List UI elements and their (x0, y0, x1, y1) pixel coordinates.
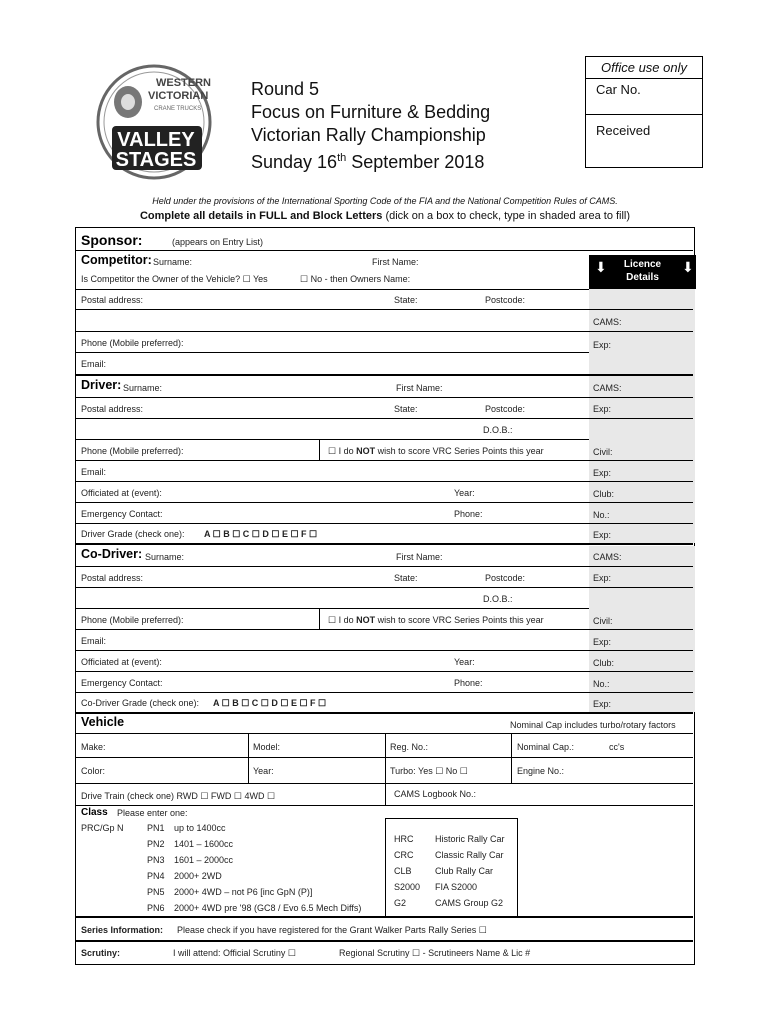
divider (76, 418, 693, 419)
divider (76, 331, 693, 332)
pn-class-desc: up to 1400cc (174, 823, 226, 833)
divider (76, 289, 589, 290)
codriver-state-field[interactable]: State: (394, 573, 418, 583)
other-class-desc: FIA S2000 (435, 882, 478, 892)
competitor-cams[interactable]: CAMS: (593, 317, 622, 327)
drive-train-options[interactable]: Drive Train (check one) RWD ☐ FWD ☐ 4WD ☐ (81, 791, 276, 801)
driver-civil[interactable]: Civil: (593, 447, 613, 457)
nominal-cap-note: Nominal Cap includes turbo/rotary factors (510, 720, 676, 730)
codriver-firstname-field[interactable]: First Name: (396, 552, 443, 562)
driver-state-field[interactable]: State: (394, 404, 418, 414)
other-class-desc: Classic Rally Car (435, 850, 504, 860)
divider (76, 352, 589, 353)
regional-scrutiny-checkbox[interactable]: Regional Scrutiny ☐ - Scrutineers Name & Lic # (339, 948, 531, 958)
divider (385, 818, 386, 916)
divider (517, 818, 518, 916)
driver-firstname-field[interactable]: First Name: (396, 383, 443, 393)
codriver-officiated-field[interactable]: Officiated at (event): (81, 657, 162, 667)
entry-form (75, 227, 695, 965)
office-use-box (585, 56, 703, 168)
codriver-exp[interactable]: Exp: (593, 573, 612, 583)
codriver-exp-2[interactable]: Exp: (593, 637, 612, 647)
down-arrow-icon: ⬇ (682, 259, 694, 275)
pn-class-desc: 2000+ 2WD (174, 871, 222, 881)
other-class-desc: Club Rally Car (435, 866, 494, 876)
owner-question[interactable]: Is Competitor the Owner of the Vehicle? ☐ Yes (81, 274, 268, 284)
driver-emergency-field[interactable]: Emergency Contact: (81, 509, 163, 519)
pn-class-desc: 1401 – 1600cc (174, 839, 234, 849)
divider (76, 397, 693, 398)
divider (511, 733, 512, 783)
driver-phone-field[interactable]: Phone (Mobile preferred): (81, 446, 184, 456)
codriver-emergency-phone[interactable]: Phone: (454, 678, 483, 688)
year-field[interactable]: Year: (253, 766, 274, 776)
divider (76, 374, 693, 376)
pn-class-desc: 2000+ 4WD – not P6 [inc GpN (P)] (174, 887, 313, 897)
codriver-exp-3[interactable]: Exp: (593, 699, 612, 709)
codriver-emergency-field[interactable]: Emergency Contact: (81, 678, 163, 688)
divider (76, 439, 589, 440)
codriver-surname-field[interactable]: Surname: (145, 552, 185, 562)
pn-class-desc: 2000+ 4WD pre '98 (GC8 / Evo 6.5 Mech Diffs) (174, 903, 362, 913)
divider (319, 439, 320, 460)
codriver-grade-label: Co-Driver Grade (check one): (81, 698, 200, 708)
competitor-exp[interactable]: Exp: (593, 340, 612, 350)
divider (76, 671, 693, 672)
series-checkbox[interactable]: Please check if you have registered for the Grant Walker Parts Rally Series ☐ (177, 925, 487, 935)
car-no-field[interactable]: Car No. (586, 79, 702, 115)
divider (76, 460, 693, 461)
class-group-label: PRC/Gp N (81, 823, 124, 833)
other-class-code[interactable]: S2000 (394, 882, 421, 892)
codriver-club[interactable]: Club: (593, 658, 615, 668)
codriver-label: Co-Driver: (81, 547, 143, 561)
divider (76, 481, 693, 482)
codriver-email-field[interactable]: Email: (81, 636, 107, 646)
codriver-grade-options[interactable]: A ☐ B ☐ C ☐ D ☐ E ☐ F ☐ (213, 698, 327, 708)
driver-exp-3[interactable]: Exp: (593, 530, 612, 540)
divider (248, 733, 249, 783)
licence-details-header: Licence Details (589, 255, 696, 289)
divider (319, 608, 320, 629)
driver-exp[interactable]: Exp: (593, 404, 612, 414)
divider (385, 818, 517, 819)
vehicle-label: Vehicle (81, 715, 125, 729)
divider (76, 250, 693, 251)
other-class-code[interactable]: G2 (394, 898, 407, 908)
title-line-round: Round 5 (251, 79, 320, 99)
pn-class-code[interactable]: PN5 (147, 887, 165, 897)
other-class-desc: CAMS Group G2 (435, 898, 504, 908)
other-class-desc: Historic Rally Car (435, 834, 505, 844)
divider (76, 940, 693, 942)
divider (76, 916, 693, 918)
nominal-cap-field[interactable]: Nominal Cap.: (517, 742, 575, 752)
received-field[interactable]: Received (596, 123, 651, 138)
model-field[interactable]: Model: (253, 742, 281, 752)
driver-exp-2[interactable]: Exp: (593, 468, 612, 478)
competitor-surname-field[interactable]: Surname: (153, 257, 193, 267)
divider (76, 566, 693, 567)
divider (76, 543, 693, 545)
logo-text-2: VICTORIAN (148, 90, 209, 102)
pn-class-code[interactable]: PN6 (147, 903, 165, 913)
logo-text-5: STAGES (115, 149, 197, 171)
driver-email-field[interactable]: Email: (81, 467, 107, 477)
divider (76, 650, 693, 651)
title-line-championship: Victorian Rally Championship (251, 125, 486, 145)
logo-text-4: VALLEY (117, 129, 195, 151)
driver-club[interactable]: Club: (593, 489, 615, 499)
official-scrutiny-checkbox[interactable]: I will attend: Official Scrutiny ☐ (173, 948, 296, 958)
divider (76, 502, 693, 503)
codriver-dob-field[interactable]: D.O.B.: (483, 594, 513, 604)
turbo-checkbox[interactable]: Turbo: Yes ☐ No ☐ (390, 766, 468, 776)
reg-no-field[interactable]: Reg. No.: (390, 742, 429, 752)
codriver-year-field[interactable]: Year: (454, 657, 475, 667)
pn-class-code[interactable]: PN2 (147, 839, 165, 849)
driver-dob-field[interactable]: D.O.B.: (483, 425, 513, 435)
driver-postcode-field[interactable]: Postcode: (485, 404, 526, 414)
owner-name-field[interactable]: ☐ No - then Owners Name: (300, 274, 411, 284)
codriver-no[interactable]: No.: (593, 679, 610, 689)
sponsor-label: Sponsor: (81, 232, 143, 248)
divider (76, 757, 693, 758)
driver-cams[interactable]: CAMS: (593, 383, 622, 393)
other-class-code[interactable]: CRC (394, 850, 414, 860)
divider (76, 309, 693, 310)
divider (76, 587, 693, 588)
divider (76, 692, 693, 693)
competitor-state-field[interactable]: State: (394, 295, 418, 305)
driver-label: Driver: (81, 378, 122, 392)
logbook-field[interactable]: CAMS Logbook No.: (394, 789, 477, 799)
driver-surname-field[interactable]: Surname: (123, 383, 163, 393)
driver-no[interactable]: No.: (593, 510, 610, 520)
title-line-sponsor: Focus on Furniture & Bedding (251, 102, 491, 122)
ccs-unit: cc's (609, 742, 625, 752)
instructions: Complete all details in FULL and Block Letters (dick on a box to check, type in shaded area to fill) (139, 210, 631, 222)
title-line-date: Sunday 16th September 2018 (251, 152, 485, 172)
office-use-heading: Office use only (586, 57, 702, 79)
competitor-email-field[interactable]: Email: (81, 359, 107, 369)
pn-class-code[interactable]: PN4 (147, 871, 165, 881)
valley-stages-logo (92, 64, 220, 184)
competitor-firstname-field[interactable]: First Name: (372, 257, 419, 267)
pn-class-code[interactable]: PN3 (147, 855, 165, 865)
divider (76, 805, 693, 806)
other-class-code[interactable]: CLB (394, 866, 412, 876)
make-field[interactable]: Make: (81, 742, 106, 752)
divider (385, 733, 386, 805)
scrutiny-label: Scrutiny: (81, 948, 121, 958)
logo-text-3: CRANE TRUCKS (154, 106, 202, 112)
divider (76, 608, 589, 609)
codriver-phone-field[interactable]: Phone (Mobile preferred): (81, 615, 184, 625)
logo-text-1: WESTERN (156, 77, 211, 89)
codriver-vrc-checkbox[interactable]: ☐ I do NOT wish to score VRC Series Points this year (328, 615, 544, 625)
competitor-postcode-field[interactable]: Postcode: (485, 295, 526, 305)
codriver-postal-field[interactable]: Postal address: (81, 573, 144, 583)
other-class-code[interactable]: HRC (394, 834, 414, 844)
driver-year-field[interactable]: Year: (454, 488, 475, 498)
engine-no-field[interactable]: Engine No.: (517, 766, 565, 776)
down-arrow-icon: ⬇ (595, 259, 607, 275)
driver-postal-field[interactable]: Postal address: (81, 404, 144, 414)
class-label: Class (81, 807, 108, 818)
codriver-postcode-field[interactable]: Postcode: (485, 573, 526, 583)
competitor-phone-field[interactable]: Phone (Mobile preferred): (81, 338, 184, 348)
driver-officiated-field[interactable]: Officiated at (event): (81, 488, 162, 498)
divider (76, 783, 693, 784)
event-title (251, 78, 490, 174)
held-under-text: Held under the provisions of the International Sporting Code of the FIA and the National Competition Rules of CAMS. (152, 196, 618, 206)
class-instruction: Please enter one: (117, 808, 188, 818)
pn-class-desc: 1601 – 2000cc (174, 855, 234, 865)
competitor-label: Competitor: (81, 253, 152, 267)
sponsor-note: (appears on Entry List) (172, 237, 264, 247)
driver-emergency-phone[interactable]: Phone: (454, 509, 483, 519)
codriver-civil[interactable]: Civil: (593, 616, 613, 626)
driver-vrc-checkbox[interactable]: ☐ I do NOT wish to score VRC Series Points this year (328, 446, 544, 456)
divider (76, 629, 693, 630)
driver-grade-options[interactable]: A ☐ B ☐ C ☐ D ☐ E ☐ F ☐ (204, 529, 318, 539)
codriver-cams[interactable]: CAMS: (593, 552, 622, 562)
series-info-label: Series Information: (81, 925, 164, 935)
divider (76, 523, 693, 524)
divider (76, 712, 693, 714)
driver-grade-label: Driver Grade (check one): (81, 529, 185, 539)
competitor-postal-field[interactable]: Postal address: (81, 295, 144, 305)
pn-class-code[interactable]: PN1 (147, 823, 165, 833)
color-field[interactable]: Color: (81, 766, 106, 776)
